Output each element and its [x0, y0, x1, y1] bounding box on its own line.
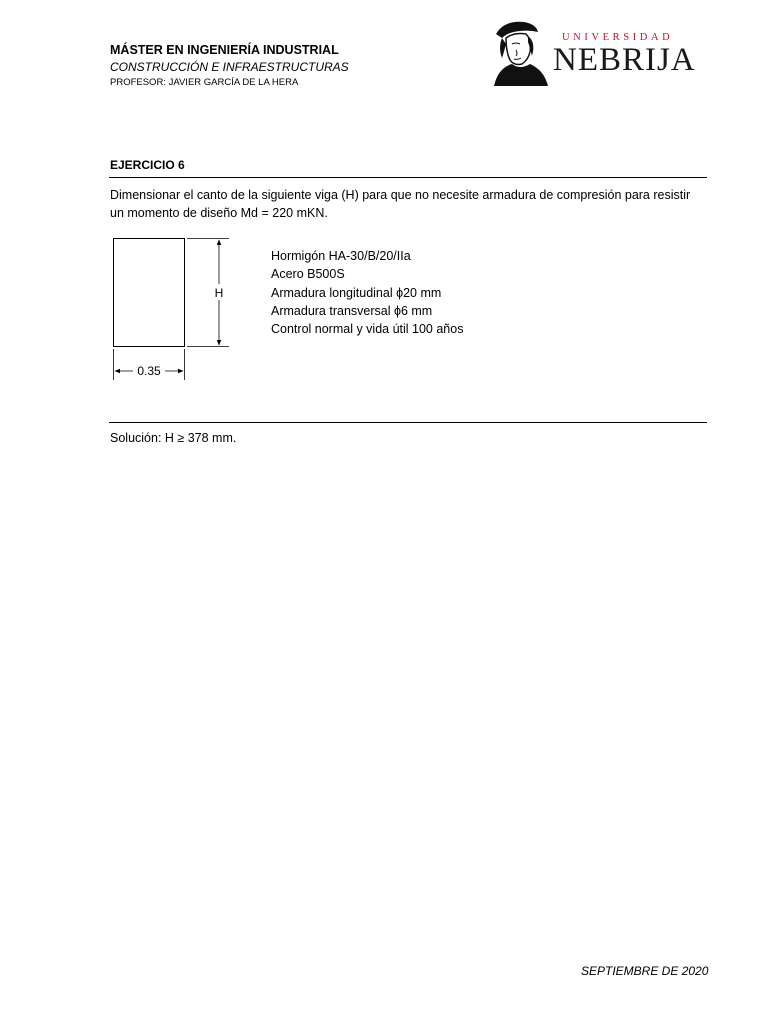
beam-section [114, 239, 185, 347]
portrait-icon [490, 18, 552, 88]
professor-line: PROFESOR: JAVIER GARCÍA DE LA HERA [110, 77, 299, 88]
exercise-statement: Dimensionar el canto de la siguiente viga (H) para que no necesite armadura de compresión para resistir un momento de diseño Md = 220 mKN. [110, 188, 691, 220]
university-logo [490, 18, 710, 90]
solution-divider [109, 422, 707, 423]
material-specs [271, 247, 463, 338]
height-label: H [214, 286, 224, 300]
footer-date: SEPTIEMBRE DE 2020 [581, 964, 709, 978]
spec-control: Control normal y vida útil 100 años [271, 322, 464, 337]
program-title: MÁSTER EN INGENIERÍA INDUSTRIAL [110, 43, 339, 57]
width-label: 0.35 [137, 364, 161, 378]
logo-university-word: UNIVERSIDAD [562, 32, 674, 43]
spec-concrete: Hormigón HA-30/B/20/IIa [271, 249, 411, 263]
solution-text: Solución: H ≥ 378 mm. [110, 431, 237, 445]
title-divider [109, 177, 707, 178]
spec-steel: Acero B500S [271, 267, 345, 282]
logo-name: NEBRIJA [553, 42, 696, 78]
course-title: CONSTRUCCIÓN E INFRAESTRUCTURAS [110, 60, 349, 74]
exercise-title: EJERCICIO 6 [110, 158, 185, 172]
beam-section-diagram [105, 232, 245, 384]
spec-transverse-rebar: Armadura transversal ϕ6 mm [271, 303, 433, 318]
spec-longitudinal-rebar: Armadura longitudinal ϕ20 mm [271, 285, 442, 300]
